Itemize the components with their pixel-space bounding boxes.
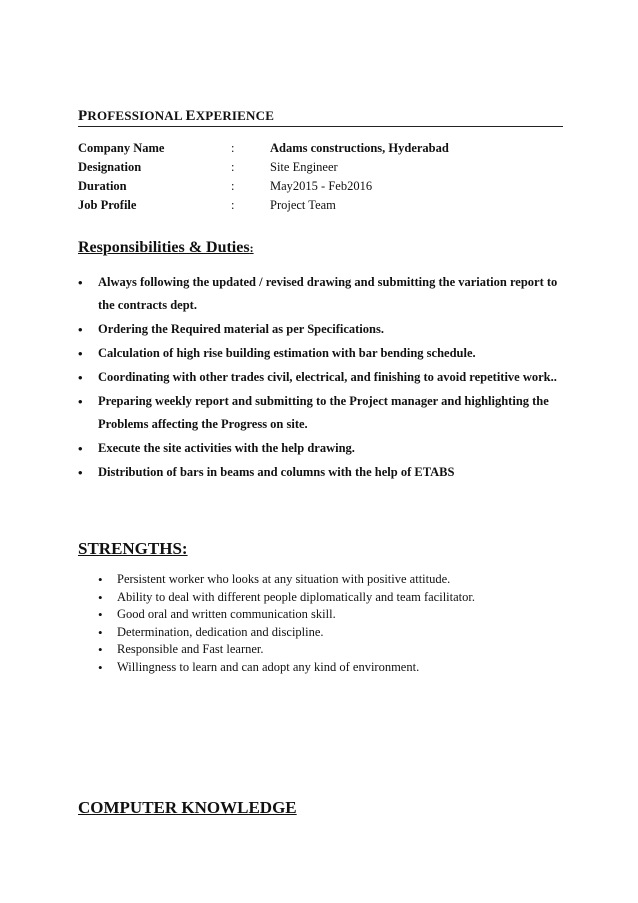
section-divider bbox=[78, 126, 563, 127]
professional-experience-heading bbox=[78, 108, 274, 125]
list-item bbox=[98, 659, 558, 677]
job-profile-row bbox=[78, 198, 498, 217]
heading-initial: P bbox=[78, 108, 88, 124]
bullet-icon: • bbox=[98, 589, 103, 605]
bullet-icon: • bbox=[98, 607, 103, 623]
list-item-text: Distribution of bars in beams and columns with the help of ETABS bbox=[98, 465, 455, 479]
bullet-icon: • bbox=[98, 642, 103, 658]
heading-part: ROFESSIONAL bbox=[87, 108, 186, 123]
designation-row bbox=[78, 160, 498, 179]
list-item bbox=[98, 589, 558, 607]
list-item-text: Good oral and written communication skill. bbox=[117, 607, 336, 622]
list-item-text: Preparing weekly report and submitting to the Project manager and highlighting the Problems affecting the Progress on site. bbox=[98, 394, 549, 431]
responsibilities-heading-text: Responsibilities & Duties bbox=[78, 239, 250, 256]
designation-value: Site Engineer bbox=[270, 160, 338, 174]
bullet-icon: • bbox=[78, 322, 83, 337]
duration-row bbox=[78, 179, 498, 198]
job-profile-label: Job Profile bbox=[78, 198, 137, 212]
list-item bbox=[78, 437, 568, 460]
strengths-heading: STRENGTHS: bbox=[78, 539, 188, 558]
list-item-text: Determination, dedication and discipline. bbox=[117, 624, 324, 639]
list-item bbox=[78, 318, 568, 341]
list-item bbox=[78, 366, 568, 389]
colon: : bbox=[231, 179, 235, 193]
experience-details-table bbox=[78, 141, 498, 217]
responsibilities-list bbox=[78, 271, 568, 485]
bullet-icon: • bbox=[78, 394, 83, 409]
list-item bbox=[78, 390, 568, 436]
list-item bbox=[78, 342, 568, 365]
list-item-text: Execute the site activities with the help drawing. bbox=[98, 441, 355, 455]
list-item-text: Responsible and Fast learner. bbox=[117, 642, 264, 657]
heading-initial: E bbox=[185, 108, 196, 124]
bullet-icon: • bbox=[78, 275, 83, 290]
list-item-text: Willingness to learn and can adopt any kind of environment. bbox=[117, 659, 420, 674]
bullet-icon: • bbox=[78, 465, 83, 480]
colon: : bbox=[231, 141, 235, 155]
company-row bbox=[78, 141, 498, 160]
list-item bbox=[98, 641, 558, 659]
list-item bbox=[78, 461, 568, 484]
list-item-text: Always following the updated / revised drawing and submitting the variation report to the contracts dept. bbox=[98, 275, 558, 312]
job-profile-value: Project Team bbox=[270, 198, 336, 212]
bullet-icon: • bbox=[78, 370, 83, 385]
colon: : bbox=[231, 160, 235, 174]
heading-colon: : bbox=[249, 241, 254, 255]
bullet-icon: • bbox=[78, 346, 83, 361]
list-item bbox=[98, 571, 558, 589]
bullet-icon: • bbox=[98, 659, 103, 675]
company-value: Adams constructions, Hyderabad bbox=[270, 141, 449, 155]
colon: : bbox=[231, 198, 235, 212]
list-item-text: Calculation of high rise building estimation with bar bending schedule. bbox=[98, 346, 476, 360]
computer-knowledge-heading: COMPUTER KNOWLEDGE bbox=[78, 798, 297, 817]
designation-label: Designation bbox=[78, 160, 142, 174]
list-item-text: Ordering the Required material as per Specifications. bbox=[98, 322, 384, 336]
responsibilities-heading bbox=[78, 239, 254, 257]
bullet-icon: • bbox=[98, 624, 103, 640]
list-item-text: Coordinating with other trades civil, electrical, and finishing to avoid repetitive work.. bbox=[98, 370, 557, 384]
list-item-text: Ability to deal with different people diplomatically and team facilitator. bbox=[117, 589, 475, 604]
heading-part: XPERIENCE bbox=[195, 108, 275, 123]
duration-value: May2015 - Feb2016 bbox=[270, 179, 373, 193]
list-item bbox=[98, 606, 558, 624]
duration-label: Duration bbox=[78, 179, 127, 193]
bullet-icon: • bbox=[98, 572, 103, 587]
company-label: Company Name bbox=[78, 141, 165, 155]
strengths-list bbox=[98, 571, 558, 677]
list-item bbox=[78, 271, 568, 317]
bullet-icon: • bbox=[78, 441, 83, 456]
list-item bbox=[98, 624, 558, 642]
list-item-text: Persistent worker who looks at any situation with positive attitude. bbox=[117, 572, 451, 586]
